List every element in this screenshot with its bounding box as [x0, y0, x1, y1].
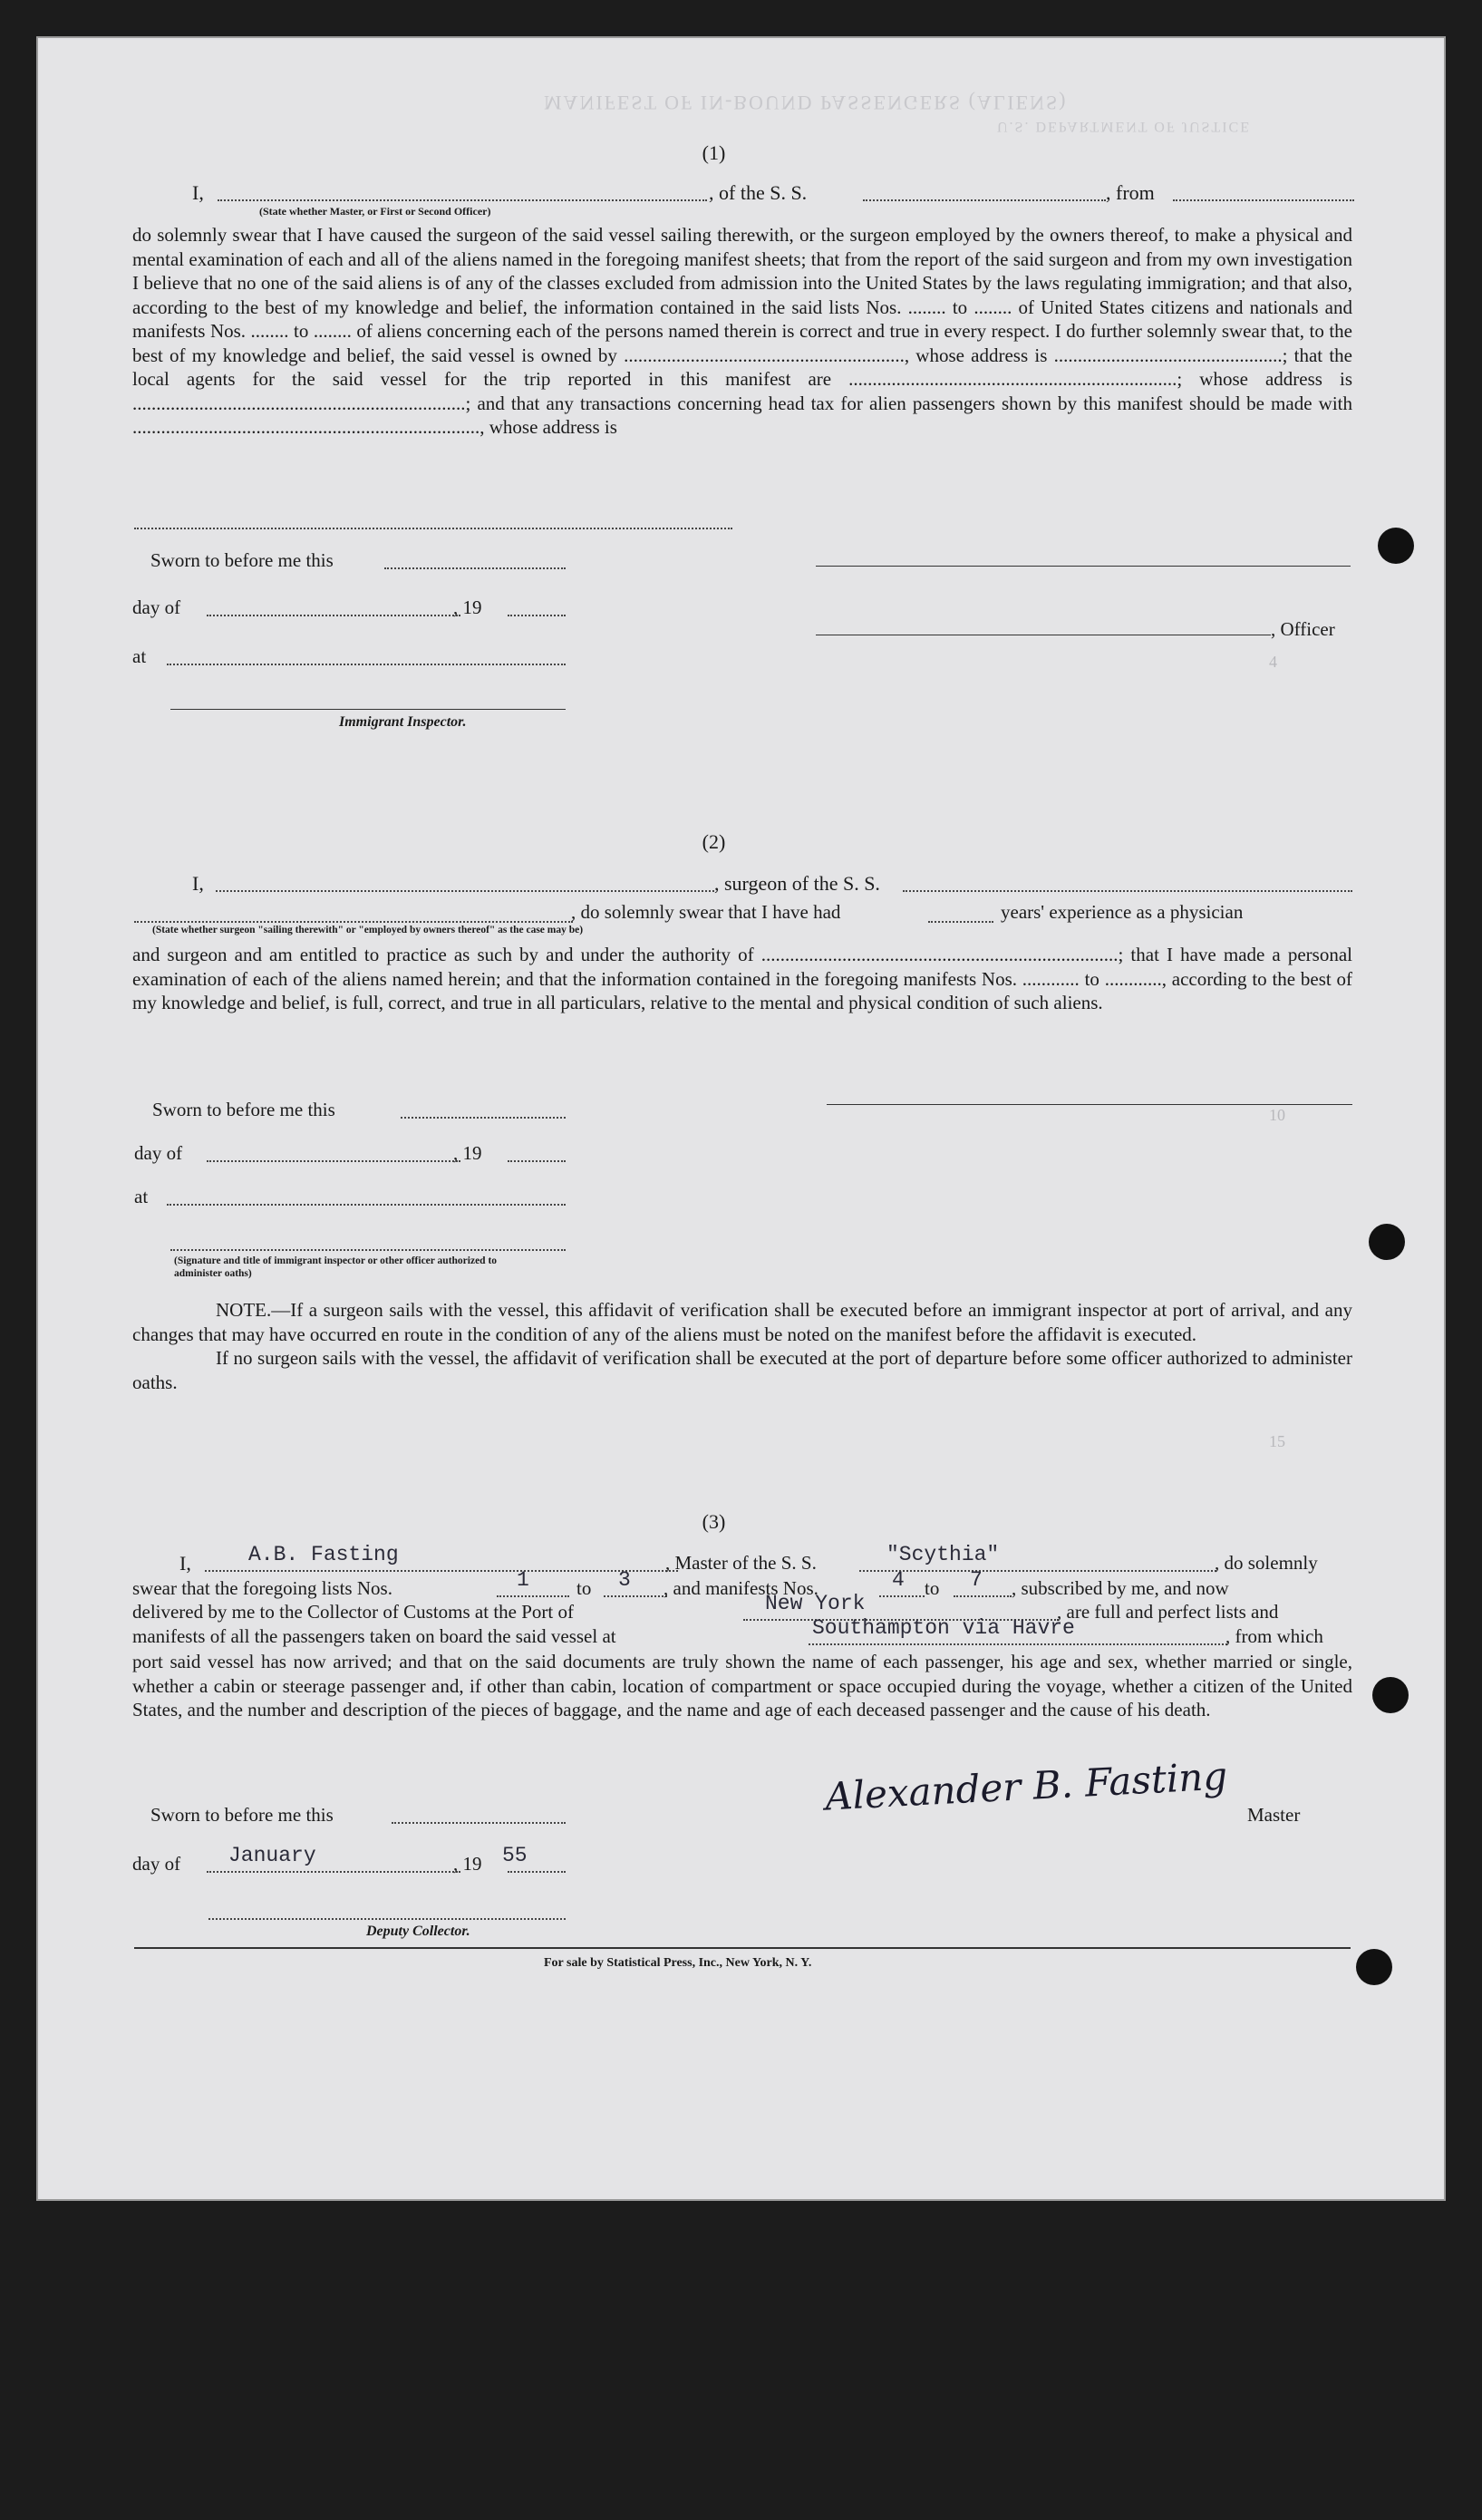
margin-mark: 15 — [1269, 1432, 1285, 1450]
s3-full-perfect: , are full and perfect lists and — [1057, 1601, 1279, 1623]
s3-and-manifests: , and manifests Nos. — [664, 1577, 818, 1599]
s2-note — [132, 1298, 1352, 1394]
s2-sign-line — [827, 1104, 1352, 1105]
s3-month: January — [228, 1844, 316, 1867]
s3-sworn-line — [392, 1822, 566, 1824]
s3-to1: to — [576, 1577, 592, 1599]
s2-year-line — [508, 1160, 566, 1162]
s2-text: and surgeon and am entitled to practice as such by and under the authority of ...........................................................................; that I have made a personal examination of each of the aliens named herein; and that the information contained in the foregoing manifests Nos. ............ to ............, according to the best of my knowledge and belief, is full, correct, and true in all particulars, relative to the mental and physical condition of such aliens. — [132, 944, 1352, 1013]
margin-mark: 4 — [1269, 653, 1277, 671]
s1-master-line — [218, 199, 707, 201]
s3-man-from: 4 — [892, 1568, 905, 1592]
s3-master-line — [205, 1570, 678, 1572]
s1-at: at — [132, 645, 147, 667]
s1-sworn: Sworn to before me this — [150, 549, 334, 571]
s2-at: at — [134, 1186, 149, 1207]
s1-address-line — [134, 528, 732, 529]
s1-inspector-caption: Immigrant Inspector. — [339, 714, 467, 730]
s3-i: I, — [179, 1552, 191, 1575]
s3-rest — [132, 1650, 1352, 1722]
s3-origin: Southampton via Havre — [812, 1616, 1075, 1640]
s1-of-ss: , of the S. S. — [709, 181, 808, 204]
s2-surgeon-of: , surgeon of the S. S. — [714, 872, 880, 895]
s1-year: , 19 — [453, 596, 482, 618]
s3-man-to: 7 — [970, 1568, 983, 1592]
s3-origin-line — [809, 1643, 1227, 1645]
s3-from-which: , from which — [1225, 1625, 1323, 1647]
s2-sig-caption: (Signature and title of immigrant inspector or other officer authorized to administer oaths) — [174, 1255, 498, 1279]
s3-year-line — [508, 1871, 566, 1873]
s3-ship-line — [859, 1570, 1216, 1572]
s1-officer-sign-line-1 — [816, 566, 1351, 567]
s2-years-line — [928, 921, 993, 923]
s2-surgeon-line — [216, 890, 714, 892]
s1-at-line — [167, 664, 566, 665]
s2-i-label: I, — [192, 872, 204, 895]
s3-collector-line — [208, 1918, 566, 1920]
footer-rule — [134, 1947, 1351, 1949]
s3-collector-caption: Deputy Collector. — [366, 1924, 470, 1939]
s1-oath-text: do solemnly swear that I have caused the surgeon of the said vessel sailing therewith, or the surgeon employed by the owners thereof, to make a physical and mental examination of each and all of the aliens named in the foregoing manifest sheets; that from the report of the said surgeon and from my own investigation I believe that no one of the said aliens is of any of the classes excluded from admission into the United States by the laws regulating immigration; and that also, according to the best of my knowledge and belief, the information contained in the said lists Nos. ........ to ........ of United States citizens and nationals and manifests Nos. ........ to ........ of aliens concerning each of the persons named therein is correct and true in every respect. I do further solemnly swear that, to the best of my knowledge and belief, the said vessel is owned by ..........................................................., whose address is ................................................; that the local agents for the said vessel for the trip reported in this manifest are .....................................................................; whose address is ......................................................................; and that any transactions concerning head tax for alien passengers shown by this manifest should be made with ........................................................................., whose address is — [132, 224, 1352, 438]
s2-sworn: Sworn to before me this — [152, 1099, 335, 1120]
s3-day-of: day of — [132, 1853, 181, 1875]
s1-inspector-line — [170, 709, 566, 710]
punch-hole — [1378, 528, 1414, 564]
s1-from: , from — [1106, 181, 1155, 204]
s3-master-label: Master — [1247, 1804, 1301, 1826]
s3-list-from-line — [497, 1595, 569, 1597]
s1-day-of: day of — [132, 596, 181, 618]
s3-ship-name: "Scythia" — [886, 1543, 1000, 1566]
s2-day-of: day of — [134, 1142, 183, 1164]
s3-manifests-all: manifests of all the passengers taken on board the said vessel at — [132, 1625, 616, 1647]
s3-to2: to — [925, 1577, 940, 1599]
section-2-number: (2) — [702, 830, 726, 853]
document-page — [36, 36, 1446, 2201]
s2-years: years' experience as a physician — [1001, 901, 1244, 923]
s1-sworn-line — [384, 567, 566, 569]
s2-year: , 19 — [453, 1142, 482, 1164]
punch-hole — [1369, 1224, 1405, 1260]
s3-man-to-line — [954, 1595, 1012, 1597]
s3-list-from: 1 — [517, 1568, 529, 1592]
s3-list-to: 3 — [618, 1568, 631, 1592]
margin-mark: 10 — [1269, 1106, 1285, 1124]
section-3-number: (3) — [702, 1510, 726, 1533]
s2-day-line — [207, 1160, 460, 1162]
s1-oath-paragraph — [132, 223, 1352, 440]
s3-master-name: A.B. Fasting — [248, 1543, 399, 1566]
s3-sworn: Sworn to before me this — [150, 1804, 334, 1826]
s1-officer: , Officer — [1271, 618, 1335, 640]
s2-name-line — [134, 921, 573, 923]
s2-note-label: NOTE. — [216, 1299, 272, 1321]
s2-officer-line — [170, 1249, 566, 1251]
s3-day-line — [207, 1871, 460, 1873]
s1-from-line — [1173, 199, 1354, 201]
s2-paragraph — [132, 943, 1352, 1015]
s2-at-line — [167, 1204, 566, 1206]
s3-rest-text: port said vessel has now arrived; and that on the said documents are truly shown the name of each passenger, his age and sex, whether married or single, whether a cabin or steerage passenger and, if other than cabin, location of compartment or space occupied during the voyage, whether a citizen of the United States, and the number and description of the pieces of baggage, and the name and age of each deceased passenger and the cause of his death. — [132, 1651, 1352, 1720]
s3-man-from-line — [879, 1595, 925, 1597]
punch-hole — [1356, 1949, 1392, 1985]
s2-note-text: —If a surgeon sails with the vessel, this affidavit of verification shall be executed before an immigrant inspector at port of arrival, and any changes that may have occurred en route in the condition of any of the aliens must be noted on the manifest before the affidavit is executed. — [132, 1299, 1352, 1345]
s1-year-line — [508, 615, 566, 616]
s2-swear: , do solemnly swear that I have had — [571, 901, 841, 923]
footer-text: For sale by Statistical Press, Inc., New York, N. Y. — [544, 1956, 812, 1970]
s2-note-text-2: If no surgeon sails with the vessel, the affidavit of verification shall be executed at the port of departure before some officer authorized to administer oaths. — [132, 1347, 1352, 1393]
s2-sworn-line — [401, 1117, 566, 1119]
s3-subscribed: , subscribed by me, and now — [1012, 1577, 1229, 1599]
s3-swear-lists: swear that the foregoing lists Nos. — [132, 1577, 392, 1599]
s3-master-of: , Master of the S. S. — [665, 1552, 817, 1574]
s3-delivered: delivered by me to the Collector of Customs at the Port of — [132, 1601, 574, 1623]
s3-port: New York — [765, 1592, 866, 1615]
s1-ship-line — [863, 199, 1106, 201]
master-signature: Alexander B. Fasting — [824, 1753, 1229, 1819]
s1-i-label: I, — [192, 181, 204, 204]
s3-do-solemnly: , do solemnly — [1215, 1552, 1318, 1574]
s1-master-caption: (State whether Master, or First or Second Officer) — [259, 205, 491, 218]
s2-caption: (State whether surgeon "sailing therewith" or "employed by owners thereof" as the case may be) — [152, 925, 584, 935]
s3-list-to-line — [604, 1595, 667, 1597]
punch-hole — [1372, 1677, 1409, 1713]
s1-day-line — [207, 615, 460, 616]
s3-year: 55 — [502, 1844, 528, 1867]
bleed-through-text-2: U.S. DEPARTMENT OF JUSTICE — [997, 119, 1251, 134]
section-1-number: (1) — [702, 141, 726, 164]
s2-ship-line — [903, 890, 1352, 892]
s3-year-prefix: , 19 — [453, 1853, 482, 1875]
bleed-through-text: MANIFEST OF IN-BOUND PASSENGERS (ALIENS) — [544, 92, 1068, 114]
